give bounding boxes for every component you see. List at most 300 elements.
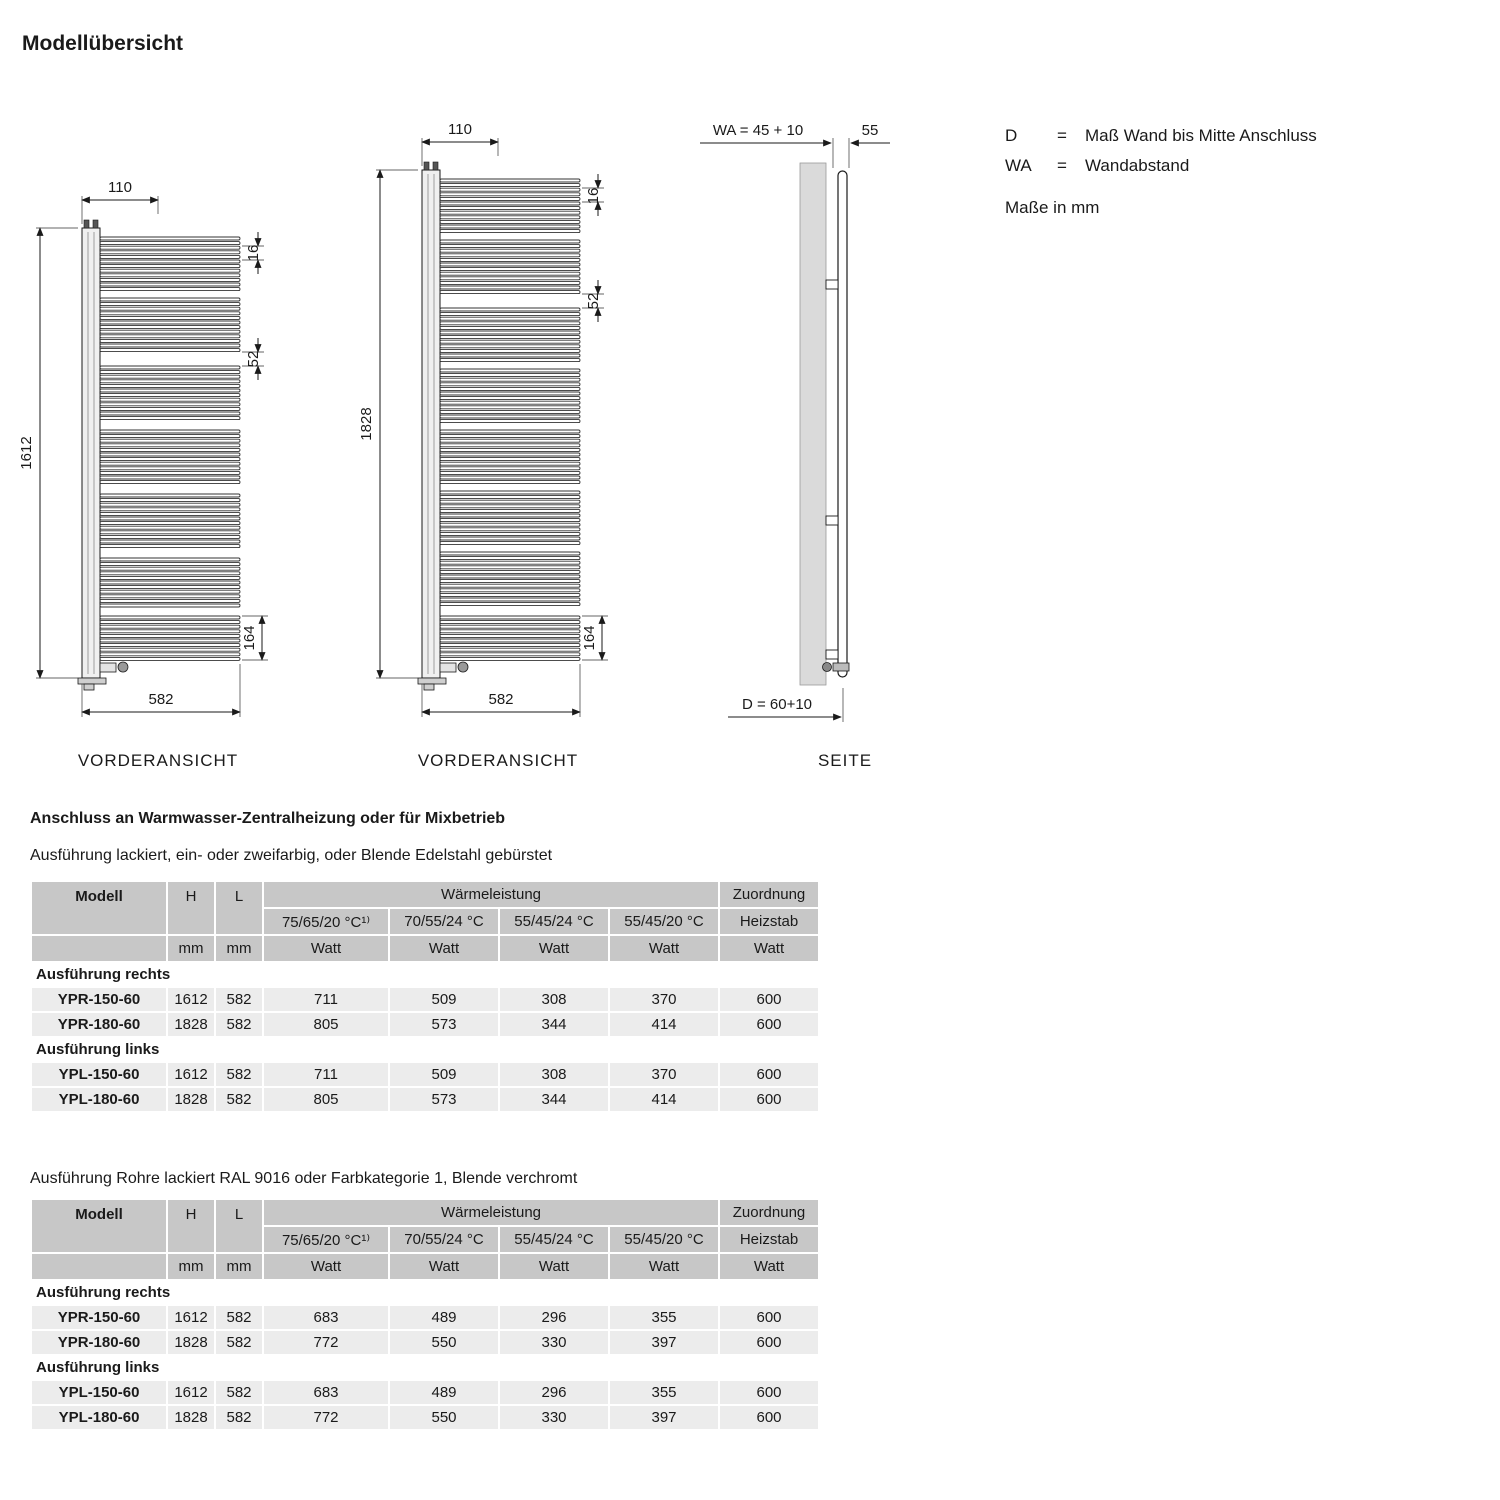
drawing-shape <box>440 387 580 390</box>
cell-h: 1612 <box>168 988 214 1011</box>
drawing-shape <box>826 280 838 289</box>
drawing-shape <box>440 397 580 400</box>
cell-h: 1612 <box>168 1063 214 1086</box>
dim-label-front1-pitch: 16 <box>245 244 262 262</box>
dim-label-side-depth: 55 <box>861 122 879 139</box>
drawing-shape <box>100 453 240 456</box>
drawing-shape <box>100 586 240 589</box>
drawing-shape <box>100 522 240 525</box>
col-header-temp: 70/55/24 °C <box>390 909 498 934</box>
technical-drawings <box>0 0 1000 790</box>
cell-watt: 414 <box>610 1088 718 1111</box>
drawing-shape <box>100 246 240 249</box>
drawing-shape <box>418 678 446 684</box>
table-section-row <box>32 1356 818 1379</box>
drawing-shape <box>100 278 240 281</box>
cell-watt: 805 <box>264 1088 388 1111</box>
col-header-modell: Modell <box>32 882 166 934</box>
drawing-shape <box>440 663 456 672</box>
drawing-shape <box>440 383 580 386</box>
drawing-shape <box>440 258 580 261</box>
drawing-shape <box>100 630 240 633</box>
drawing-shape <box>440 523 580 526</box>
drawing-shape <box>100 648 240 651</box>
drawing-shape <box>440 254 580 257</box>
section-heading: Anschluss an Warmwasser-Zentralheizung oder für Mixbetrieb <box>30 810 506 827</box>
drawing-shape <box>100 375 240 378</box>
dim-label-front1-gap: 52 <box>245 350 262 368</box>
drawing-shape <box>440 444 580 447</box>
drawing-shape <box>118 662 128 672</box>
drawing-shape <box>93 220 98 228</box>
drawing-shape <box>440 471 580 474</box>
drawing-shape <box>800 163 826 685</box>
col-header-waermeleistung: Wärmeleistung <box>264 882 718 907</box>
drawing-shape <box>440 378 580 381</box>
drawing-shape <box>100 653 240 656</box>
col-header-temp: 75/65/20 °C¹⁾ <box>264 909 388 934</box>
drawing-shape <box>100 467 240 470</box>
drawing-shape <box>440 406 580 409</box>
col-unit-watt: Watt <box>500 1254 608 1279</box>
drawing-shape <box>100 255 240 258</box>
col-header-waermeleistung: Wärmeleistung <box>264 1200 718 1225</box>
drawing-shape <box>100 471 240 474</box>
drawing-shape <box>100 526 240 529</box>
view-label-front2: VORDERANSICHT <box>417 751 579 770</box>
drawing-shape <box>440 476 580 479</box>
drawing-shape <box>100 265 240 268</box>
drawing-shape <box>826 516 838 525</box>
drawing-shape <box>440 354 580 357</box>
drawing-shape <box>100 458 240 461</box>
cell-heizstab: 600 <box>720 1306 818 1329</box>
drawing-shape <box>440 514 580 517</box>
drawing-shape <box>100 517 240 520</box>
drawing-shape <box>440 528 580 531</box>
cell-watt: 370 <box>610 1063 718 1086</box>
cell-h: 1612 <box>168 1381 214 1404</box>
col-header-empty <box>32 936 166 961</box>
cell-modell: YPR-180-60 <box>32 1013 166 1036</box>
drawing-shape <box>100 335 240 338</box>
drawing-shape <box>440 331 580 334</box>
dim-label-front2-height: 1828 <box>358 407 375 441</box>
drawing-shape <box>440 430 580 433</box>
col-header-heizstab: Heizstab <box>720 909 818 934</box>
drawing-shape <box>100 242 240 245</box>
cell-modell: YPL-150-60 <box>32 1381 166 1404</box>
cell-watt: 344 <box>500 1088 608 1111</box>
col-unit-watt: Watt <box>720 936 818 961</box>
table-row <box>32 1088 818 1111</box>
col-header-h: H <box>168 882 214 934</box>
drawing-shape <box>84 684 94 690</box>
drawing-shape <box>440 589 580 592</box>
drawing-shape <box>440 349 580 352</box>
spec-table-1 <box>30 880 820 1113</box>
cell-watt: 509 <box>390 1063 498 1086</box>
view-label-side: SEITE <box>817 751 873 770</box>
drawing-shape <box>440 603 580 606</box>
drawing-shape <box>100 512 240 515</box>
cell-modell: YPL-180-60 <box>32 1406 166 1429</box>
col-header-temp: 55/45/24 °C <box>500 1227 608 1252</box>
col-header-heizstab: Heizstab <box>720 1227 818 1252</box>
units-note: Maße in mm <box>1005 198 1100 217</box>
cell-l: 582 <box>216 1306 262 1329</box>
drawing-shape <box>100 494 240 497</box>
drawing-shape <box>440 336 580 339</box>
drawing-shape <box>100 412 240 415</box>
cell-watt: 489 <box>390 1381 498 1404</box>
col-header-temp: 75/65/20 °C¹⁾ <box>264 1227 388 1252</box>
cell-watt: 370 <box>610 988 718 1011</box>
drawing-shape <box>433 162 438 170</box>
cell-watt: 573 <box>390 1088 498 1111</box>
cell-l: 582 <box>216 1063 262 1086</box>
drawing-shape <box>100 260 240 263</box>
drawing-shape <box>440 281 580 284</box>
drawing-shape <box>440 519 580 522</box>
drawing-shape <box>100 567 240 570</box>
drawing-shape <box>440 420 580 423</box>
cell-l: 582 <box>216 1013 262 1036</box>
table1-caption: Ausführung lackiert, ein- oder zweifarbig, oder Blende Edelstahl gebürstet <box>30 847 553 864</box>
col-header-empty <box>32 1254 166 1279</box>
col-header-temp: 70/55/24 °C <box>390 1227 498 1252</box>
drawing-shape <box>440 462 580 465</box>
dim-label-front1-top-width: 110 <box>108 179 132 196</box>
col-unit-watt: Watt <box>264 936 388 961</box>
cell-watt: 711 <box>264 1063 388 1086</box>
drawing-shape <box>440 561 580 564</box>
drawing-shape <box>100 581 240 584</box>
drawing-shape <box>440 435 580 438</box>
cell-heizstab: 600 <box>720 1406 818 1429</box>
drawing-shape <box>440 557 580 560</box>
drawing-shape <box>823 663 832 672</box>
cell-watt: 330 <box>500 1406 608 1429</box>
cell-watt: 397 <box>610 1406 718 1429</box>
legend-equals: = <box>1057 126 1067 145</box>
drawing-shape <box>100 251 240 254</box>
cell-watt: 509 <box>390 988 498 1011</box>
drawing-shape <box>100 476 240 479</box>
cell-watt: 805 <box>264 1013 388 1036</box>
drawing-shape <box>100 563 240 566</box>
dim-label-side-d: D = 60+10 <box>741 696 813 713</box>
drawing-shape <box>440 286 580 289</box>
drawing-shape <box>440 216 580 219</box>
cell-modell: YPL-180-60 <box>32 1088 166 1111</box>
cell-heizstab: 600 <box>720 1063 818 1086</box>
drawing-shape <box>100 274 240 277</box>
table-section-label: Ausführung rechts <box>32 963 818 986</box>
cell-watt: 550 <box>390 1406 498 1429</box>
table-row <box>32 1331 818 1354</box>
drawing-shape <box>458 662 468 672</box>
drawing-shape <box>440 505 580 508</box>
drawing-shape <box>440 616 580 619</box>
drawing-shape <box>440 340 580 343</box>
drawing-shape <box>440 481 580 484</box>
drawing-shape <box>440 184 580 187</box>
table-section-row <box>32 1038 818 1061</box>
cell-modell: YPR-180-60 <box>32 1331 166 1354</box>
col-unit-mm: mm <box>168 1254 214 1279</box>
cell-watt: 414 <box>610 1013 718 1036</box>
col-header-temp: 55/45/24 °C <box>500 909 608 934</box>
drawing-shape <box>100 288 240 291</box>
drawing-shape <box>440 313 580 316</box>
drawing-shape <box>440 317 580 320</box>
drawing-shape <box>440 639 580 642</box>
col-unit-watt: Watt <box>610 936 718 961</box>
drawing-shape <box>440 359 580 362</box>
drawing-shape <box>100 435 240 438</box>
cell-heizstab: 600 <box>720 1013 818 1036</box>
cell-watt: 550 <box>390 1331 498 1354</box>
cell-h: 1828 <box>168 1013 214 1036</box>
drawing-shape <box>100 321 240 324</box>
dim-label-front2-bottom-group: 164 <box>581 625 598 651</box>
col-header-temp: 55/45/20 °C <box>610 1227 718 1252</box>
drawing-shape <box>440 202 580 205</box>
drawing-shape <box>100 644 240 647</box>
drawing-shape <box>100 499 240 502</box>
drawing-shape <box>100 590 240 593</box>
drawing-shape <box>440 207 580 210</box>
drawing-shape <box>440 326 580 329</box>
cell-watt: 296 <box>500 1381 608 1404</box>
legend-equals: = <box>1057 156 1067 175</box>
drawing-shape <box>100 371 240 374</box>
col-unit-watt: Watt <box>720 1254 818 1279</box>
drawing-shape <box>100 558 240 561</box>
drawing-shape <box>838 171 847 677</box>
drawing-shape <box>440 230 580 233</box>
drawing-shape <box>833 663 849 671</box>
dim-label-front1-bottom-group: 164 <box>241 625 258 651</box>
drawing-shape <box>100 269 240 272</box>
drawing-shape <box>440 491 580 494</box>
drawing-shape <box>440 291 580 294</box>
cell-watt: 683 <box>264 1306 388 1329</box>
cell-watt: 772 <box>264 1406 388 1429</box>
drawing-shape <box>100 462 240 465</box>
spec-table-2 <box>30 1198 820 1431</box>
drawing-shape <box>100 339 240 342</box>
col-unit-watt: Watt <box>390 1254 498 1279</box>
col-header-l: L <box>216 1200 262 1252</box>
drawing-shape <box>440 225 580 228</box>
dim-label-front2-pitch: 16 <box>585 187 602 205</box>
dim-label-front2-top-width: 110 <box>448 121 472 138</box>
drawing-shape <box>440 188 580 191</box>
legend-key: D <box>1005 126 1018 145</box>
drawing-shape <box>100 237 240 240</box>
drawing-shape <box>440 410 580 413</box>
drawing-shape <box>100 535 240 538</box>
dim-label-side-wa: WA = 45 + 10 <box>712 122 804 139</box>
drawing-shape <box>440 653 580 656</box>
drawing-shape <box>440 240 580 243</box>
table-section-label: Ausführung rechts <box>32 1281 818 1304</box>
drawing-shape <box>100 384 240 387</box>
table-row <box>32 1063 818 1086</box>
drawing-shape <box>440 598 580 601</box>
drawing-shape <box>440 415 580 418</box>
drawing-shape <box>100 344 240 347</box>
drawing-shape <box>440 211 580 214</box>
drawing-shape <box>100 326 240 329</box>
cell-watt: 308 <box>500 1063 608 1086</box>
cell-l: 582 <box>216 1406 262 1429</box>
drawing-shape <box>440 245 580 248</box>
drawing-shape <box>440 500 580 503</box>
drawing-shape <box>100 303 240 306</box>
col-unit-mm: mm <box>216 1254 262 1279</box>
table-section-label: Ausführung links <box>32 1038 818 1061</box>
legend-value: Maß Wand bis Mitte Anschluss <box>1085 126 1317 145</box>
drawing-shape <box>100 366 240 369</box>
col-unit-watt: Watt <box>390 936 498 961</box>
drawing-shape <box>100 307 240 310</box>
col-unit-watt: Watt <box>610 1254 718 1279</box>
table-row <box>32 988 818 1011</box>
col-header-temp: 55/45/20 °C <box>610 909 718 934</box>
drawing-shape <box>440 537 580 540</box>
drawing-shape <box>100 316 240 319</box>
col-unit-watt: Watt <box>500 936 608 961</box>
drawing-shape <box>440 179 580 182</box>
drawing-shape <box>100 576 240 579</box>
col-header-zuordnung: Zuordnung <box>720 1200 818 1225</box>
dim-label-front1-width: 582 <box>148 691 174 708</box>
drawing-shape <box>100 439 240 442</box>
drawing-shape <box>100 394 240 397</box>
drawing-shape <box>440 584 580 587</box>
drawing-shape <box>440 453 580 456</box>
drawing-shape <box>100 639 240 642</box>
drawing-shape <box>100 508 240 511</box>
cell-heizstab: 600 <box>720 1331 818 1354</box>
drawing-shape <box>100 572 240 575</box>
drawing-shape <box>424 684 434 690</box>
cell-watt: 344 <box>500 1013 608 1036</box>
drawing-shape <box>440 593 580 596</box>
cell-h: 1828 <box>168 1088 214 1111</box>
cell-watt: 330 <box>500 1331 608 1354</box>
drawing-shape <box>440 496 580 499</box>
page-title: Modellübersicht <box>22 32 184 55</box>
drawing-shape <box>440 197 580 200</box>
cell-heizstab: 600 <box>720 1381 818 1404</box>
drawing-shape <box>440 630 580 633</box>
drawing-shape <box>440 268 580 271</box>
drawing-shape <box>440 448 580 451</box>
table-row <box>32 1306 818 1329</box>
drawing-shape <box>100 604 240 607</box>
drawing-shape <box>440 657 580 660</box>
table-row <box>32 1013 818 1036</box>
cell-watt: 772 <box>264 1331 388 1354</box>
cell-watt: 308 <box>500 988 608 1011</box>
cell-watt: 296 <box>500 1306 608 1329</box>
drawing-shape <box>100 540 240 543</box>
drawing-shape <box>100 403 240 406</box>
legend-key: WA <box>1005 156 1032 175</box>
cell-modell: YPR-150-60 <box>32 1306 166 1329</box>
drawing-shape <box>424 162 429 170</box>
table2-caption: Ausführung Rohre lackiert RAL 9016 oder Farbkategorie 1, Blende verchromt <box>30 1170 578 1187</box>
cell-h: 1612 <box>168 1306 214 1329</box>
view-label-front1: VORDERANSICHT <box>77 751 239 770</box>
drawing-shape <box>100 657 240 660</box>
col-unit-watt: Watt <box>264 1254 388 1279</box>
drawing-shape <box>100 430 240 433</box>
drawing-shape <box>440 308 580 311</box>
drawing-shape <box>440 552 580 555</box>
table-section-row <box>32 1281 818 1304</box>
drawing-shape <box>100 380 240 383</box>
drawing-shape <box>440 580 580 583</box>
drawing-shape <box>440 369 580 372</box>
col-header-l: L <box>216 882 262 934</box>
drawing-shape <box>100 625 240 628</box>
drawing-shape <box>440 322 580 325</box>
drawing-shape <box>440 392 580 395</box>
drawing-shape <box>100 407 240 410</box>
drawing-shape <box>440 644 580 647</box>
drawing-shape <box>440 374 580 377</box>
legend-row <box>1005 126 1317 146</box>
drawing-shape <box>100 621 240 624</box>
legend-row <box>1005 156 1317 176</box>
drawing-shape <box>440 566 580 569</box>
dim-label-front2-width: 582 <box>488 691 514 708</box>
drawing-shape <box>100 349 240 352</box>
cell-l: 582 <box>216 1331 262 1354</box>
drawing-shape <box>100 417 240 420</box>
drawing-shape <box>440 625 580 628</box>
drawing-geometry <box>36 138 890 722</box>
cell-watt: 355 <box>610 1381 718 1404</box>
cell-h: 1828 <box>168 1331 214 1354</box>
drawing-shape <box>100 448 240 451</box>
cell-watt: 683 <box>264 1381 388 1404</box>
cell-l: 582 <box>216 1381 262 1404</box>
drawing-shape <box>100 481 240 484</box>
drawing-shape <box>440 532 580 535</box>
legend <box>1005 126 1317 218</box>
col-header-zuordnung: Zuordnung <box>720 882 818 907</box>
drawing-shape <box>440 249 580 252</box>
drawing-shape <box>422 170 440 678</box>
drawing-shape <box>440 634 580 637</box>
drawing-shape <box>100 444 240 447</box>
drawing-shape <box>440 542 580 545</box>
cell-watt: 711 <box>264 988 388 1011</box>
col-unit-mm: mm <box>168 936 214 961</box>
drawing-shape <box>82 228 100 678</box>
table-section-row <box>32 963 818 986</box>
drawing-shape <box>440 439 580 442</box>
drawing-shape <box>440 277 580 280</box>
drawing-shape <box>440 193 580 196</box>
cell-watt: 489 <box>390 1306 498 1329</box>
